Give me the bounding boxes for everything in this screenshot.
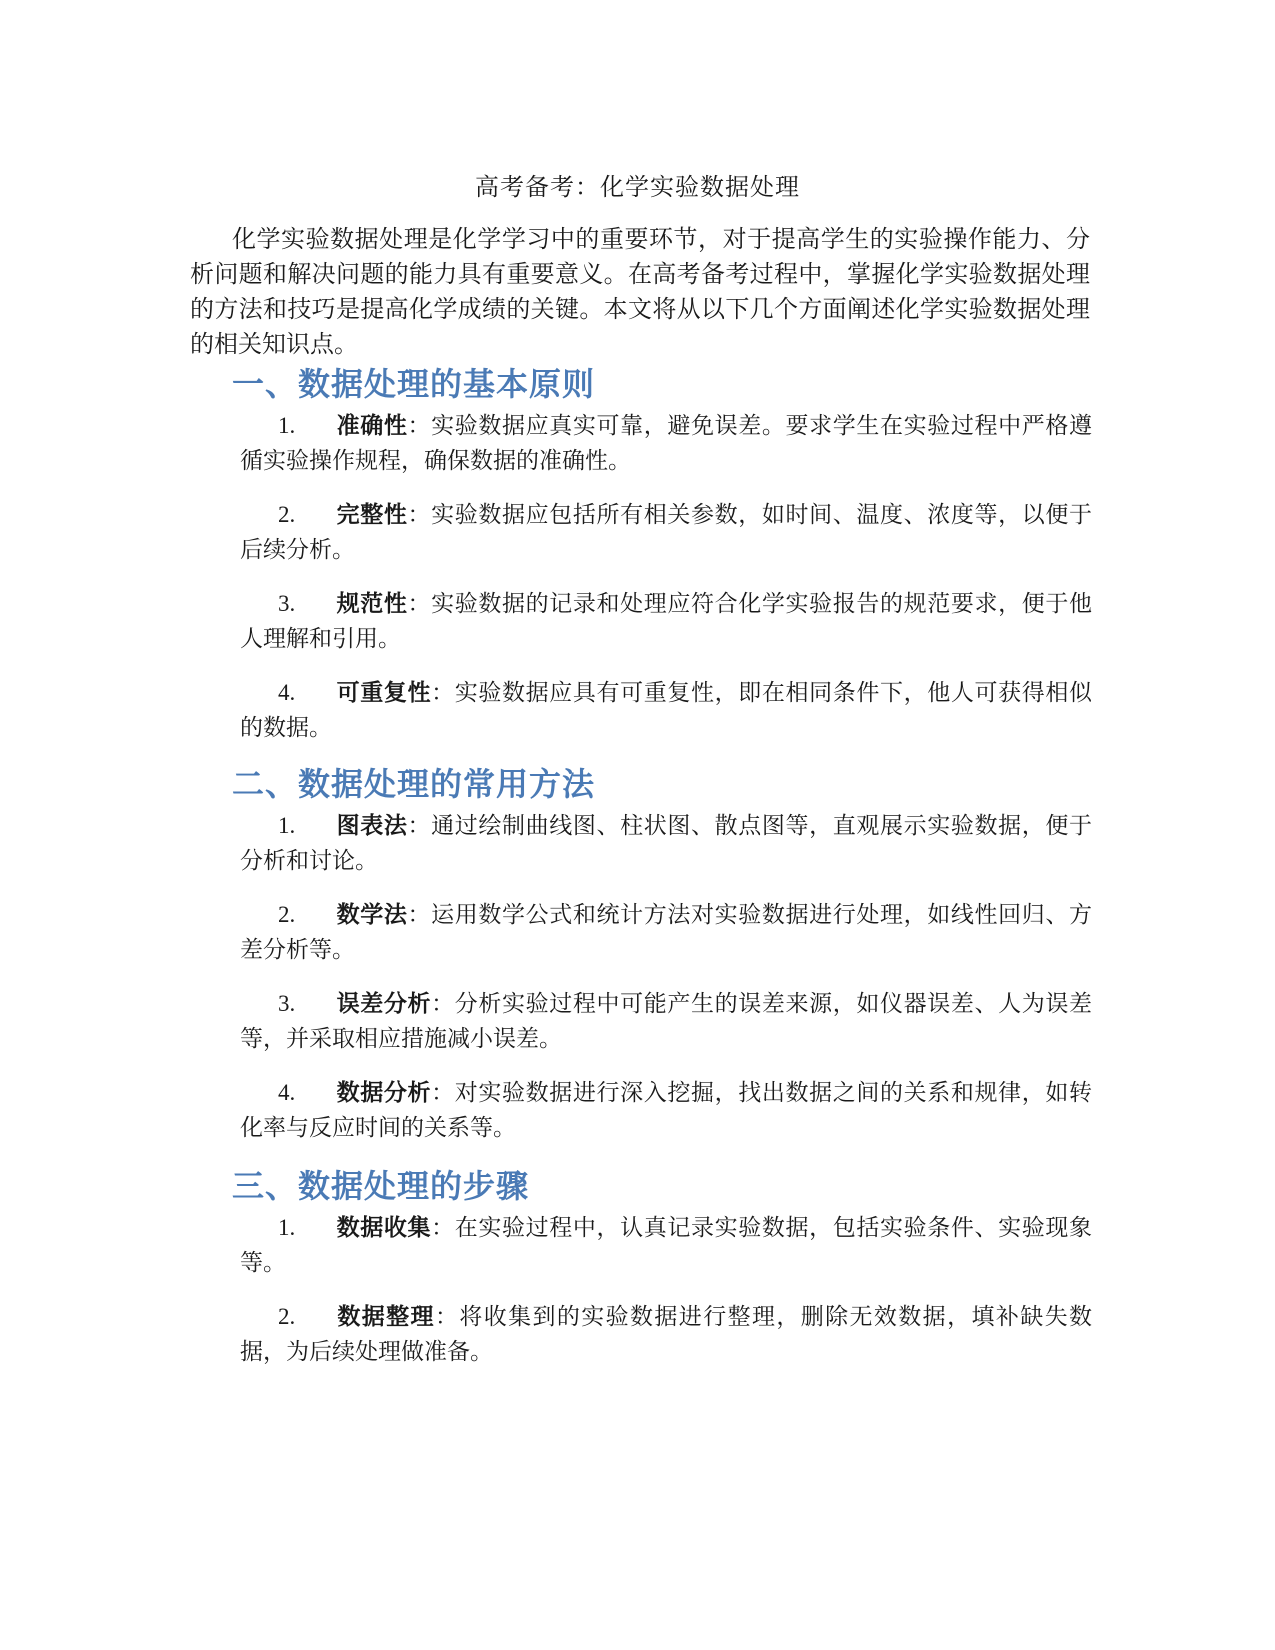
section-heading: 二、数据处理的常用方法 <box>232 765 596 803</box>
item-term: 数据收集 <box>336 1215 432 1241</box>
list-item <box>240 808 1092 879</box>
item-number: 3. <box>278 991 296 1016</box>
list-item <box>240 1299 1092 1370</box>
item-term: 可重复性 <box>336 680 432 706</box>
list-item <box>240 897 1092 968</box>
item-term: 数据整理 <box>336 1304 435 1330</box>
item-text: ：通过绘制曲线图、柱状图、散点图等，直观展示实验数据，便于分析和讨论。 <box>240 813 1092 874</box>
item-text: ：在实验过程中，认真记录实验数据，包括实验条件、实验现象等。 <box>240 1215 1092 1276</box>
section-steps <box>232 1164 1092 1388</box>
section-principles <box>232 362 1092 764</box>
item-term: 完整性 <box>336 502 408 528</box>
item-text: ：实验数据的记录和处理应符合化学实验报告的规范要求，便于他人理解和引用。 <box>240 591 1092 652</box>
item-text: ：分析实验过程中可能产生的误差来源，如仪器误差、人为误差等，并采取相应措施减小误差。 <box>240 991 1092 1052</box>
item-number: 4. <box>278 680 296 705</box>
item-number: 3. <box>278 591 296 616</box>
item-term: 数据分析 <box>336 1080 432 1106</box>
item-term: 图表法 <box>336 813 408 839</box>
list-item <box>240 1075 1092 1146</box>
list-item <box>240 408 1092 479</box>
item-text: ：运用数学公式和统计方法对实验数据进行处理，如线性回归、方差分析等。 <box>240 902 1092 963</box>
item-number: 2. <box>278 902 296 927</box>
list-item <box>240 497 1092 568</box>
item-term: 误差分析 <box>336 991 432 1017</box>
item-number: 1. <box>278 413 296 438</box>
document-title: 高考备考：化学实验数据处理 <box>475 173 800 201</box>
list-item <box>240 675 1092 746</box>
section-methods <box>232 762 1092 1164</box>
item-number: 1. <box>278 813 296 838</box>
list-item <box>240 586 1092 657</box>
intro-paragraph: 化学实验数据处理是化学学习中的重要环节，对于提高学生的实验操作能力、分析问题和解决问题的能力具有重要意义。在高考备考过程中，掌握化学实验数据处理的方法和技巧是提高化学成绩的关键。本文将从以下几个方面阐述化学实验数据处理的相关知识点。 <box>190 225 1090 358</box>
item-text: ：实验数据应包括所有相关参数，如时间、温度、浓度等，以便于后续分析。 <box>240 502 1092 563</box>
section-heading: 三、数据处理的步骤 <box>232 1167 530 1205</box>
section-heading: 一、数据处理的基本原则 <box>232 365 596 403</box>
item-number: 2. <box>278 1304 296 1329</box>
item-text: ：对实验数据进行深入挖掘，找出数据之间的关系和规律，如转化率与反应时间的关系等。 <box>240 1080 1092 1141</box>
item-number: 4. <box>278 1080 296 1105</box>
item-number: 2. <box>278 502 296 527</box>
item-term: 规范性 <box>336 591 408 617</box>
item-term: 准确性 <box>336 413 408 439</box>
item-text: ：将收集到的实验数据进行整理，删除无效数据，填补缺失数据，为后续处理做准备。 <box>240 1304 1093 1365</box>
item-number: 1. <box>278 1215 296 1240</box>
item-term: 数学法 <box>336 902 408 928</box>
list-item <box>240 986 1092 1057</box>
item-text: ：实验数据应具有可重复性，即在相同条件下，他人可获得相似的数据。 <box>240 680 1092 741</box>
item-text: ：实验数据应真实可靠，避免误差。要求学生在实验过程中严格遵循实验操作规程，确保数据的准确性。 <box>240 413 1092 474</box>
list-item <box>240 1210 1092 1281</box>
